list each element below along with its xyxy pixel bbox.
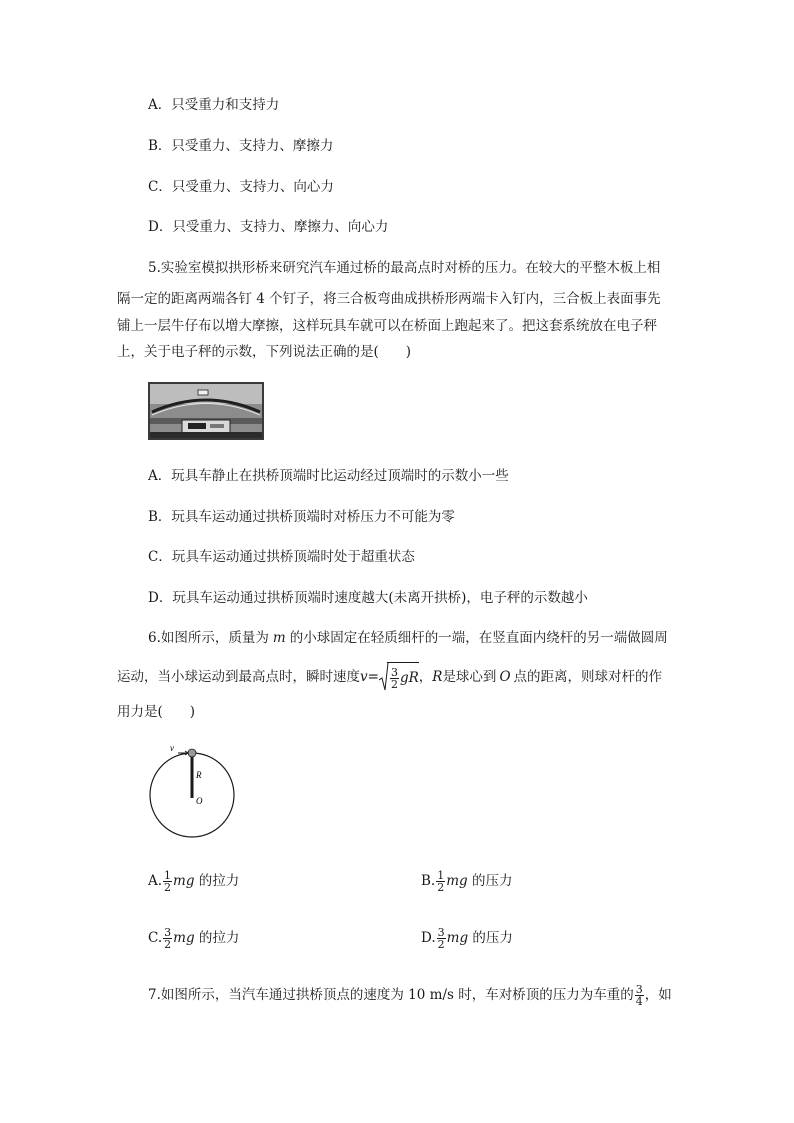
q5-option-d: D．玩具车运动通过拱桥顶端时速度越大(未离开拱桥)，电子秤的示数越小 — [148, 590, 588, 606]
q6-stem-line3: 用力是( ) — [117, 704, 196, 720]
bridge-scale-photo — [148, 382, 264, 440]
q4-option-d: D．只受重力、支持力、摩擦力、向心力 — [148, 219, 389, 235]
circular-motion-figure — [144, 740, 240, 840]
q5-stem-line2: 隔一定的距离两端各钉 4 个钉子，将三合板弯曲成拱桥形两端卡入钉内，三合板上表面事先 — [117, 291, 661, 307]
q5-option-b: B．玩具车运动通过拱桥顶端时对桥压力不可能为零 — [148, 509, 455, 525]
q5-option-c: C．玩具车运动通过拱桥顶端时处于超重状态 — [148, 549, 415, 565]
q6-option-b: B. $\frac{1}{2}$ mg 的压力 — [421, 869, 513, 894]
q5-option-a: A．玩具车静止在拱桥顶端时比运动经过顶端时的示数小一些 — [148, 468, 509, 484]
velocity-sqrt-expression: $\frac{3}{2}$ gR — [379, 662, 419, 693]
q4-option-b: B．只受重力、支持力、摩擦力 — [148, 138, 334, 154]
q4-option-c: C．只受重力、支持力、向心力 — [148, 179, 334, 195]
q6-option-d: D. $\frac{3}{2}$ mg 的压力 — [421, 926, 513, 951]
q5-stem-line1: 5.实验室模拟拱形桥来研究汽车通过桥的最高点时对桥的压力。在较大的平整木板上相 — [148, 260, 661, 276]
q4-option-a: A．只受重力和支持力 — [148, 97, 280, 113]
q5-stem-line3: 铺上一层牛仔布以增大摩擦，这样玩具车就可以在桥面上跑起来了。把这套系统放在电子秤 — [117, 318, 657, 334]
q7-stem-line1: 7.如图所示，当汽车通过拱桥顶点的速度为 10 m/s 时，车对桥顶的压力为车重的 $\frac{3}{4}$ ，如 — [148, 983, 672, 1008]
q6-stem-line2: 运动，当小球运动到最高点时，瞬时速度v= $\frac{3}{2}$ gR，R是球心到 O 点的距离，则球对杆的作 — [117, 662, 662, 693]
mass-symbol: m — [272, 630, 286, 646]
velocity-label: v — [170, 743, 174, 753]
q6-option-c: C. $\frac{3}{2}$ mg 的拉力 — [148, 926, 240, 951]
q5-stem-line4: 上，关于电子秤的示数，下列说法正确的是( ) — [117, 344, 412, 360]
radius-label: R — [196, 770, 202, 780]
ball — [188, 749, 196, 757]
q6-stem-line1: 6.如图所示，质量为 m 的小球固定在轻质细杆的一端，在竖直面内绕杆的另一端做圆周 — [148, 630, 668, 646]
center-label: O — [196, 796, 203, 806]
q6-option-a: A. $\frac{1}{2}$ mg 的拉力 — [148, 869, 240, 894]
